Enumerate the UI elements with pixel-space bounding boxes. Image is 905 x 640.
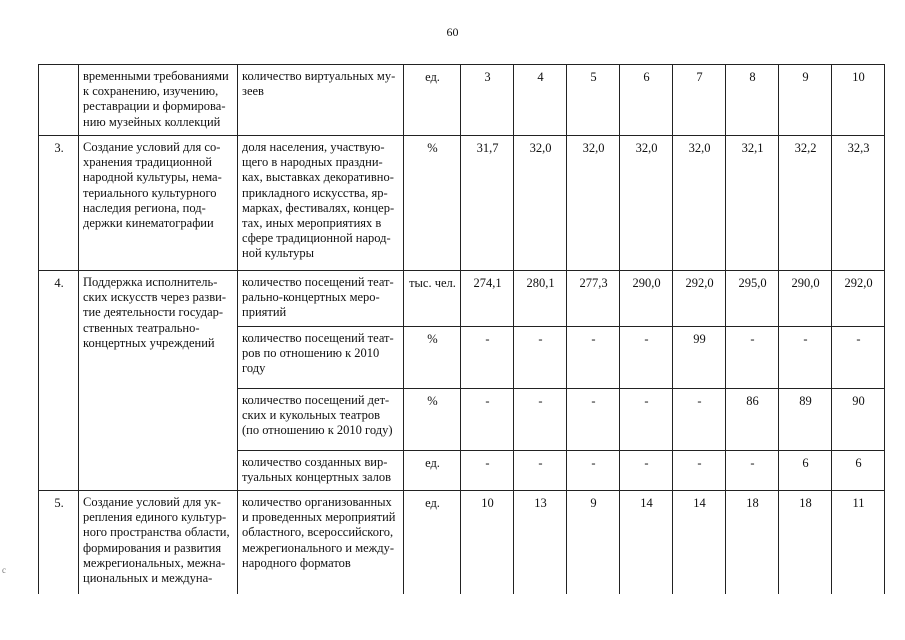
- value-cell: 18: [779, 491, 832, 594]
- page-number: 60: [446, 25, 459, 39]
- value-cell: 10: [832, 65, 885, 136]
- unit-cell: ед.: [404, 491, 461, 594]
- value-cell: 99: [673, 327, 726, 389]
- value-cell: -: [461, 389, 514, 451]
- value-cell: 292,0: [673, 271, 726, 327]
- indicator-name-cell: количество созданных вир-туальных концертных залов: [238, 451, 404, 491]
- row-number-cell: 4.: [39, 271, 79, 491]
- value-cell: 32,0: [673, 136, 726, 271]
- indicator-name-cell: количество посещений дет-ских и кукольных театров (по отношению к 2010 году): [238, 389, 404, 451]
- value-cell: 8: [726, 65, 779, 136]
- value-cell: 32,1: [726, 136, 779, 271]
- table-row: [39, 65, 885, 136]
- value-cell: 6: [832, 451, 885, 491]
- value-cell: 32,0: [514, 136, 567, 271]
- value-cell: -: [620, 389, 673, 451]
- task-cell: временными требованиями к сохранению, изучению, реставрации и формирова-нию музейных коллекций: [79, 65, 238, 136]
- value-cell: 90: [832, 389, 885, 451]
- value-cell: -: [726, 451, 779, 491]
- value-cell: 3: [461, 65, 514, 136]
- value-cell: -: [567, 389, 620, 451]
- value-cell: 290,0: [779, 271, 832, 327]
- unit-cell: ед.: [404, 65, 461, 136]
- value-cell: 32,3: [832, 136, 885, 271]
- unit-cell: %: [404, 136, 461, 271]
- value-cell: -: [832, 327, 885, 389]
- margin-mark: с: [2, 565, 6, 575]
- unit-cell: ед.: [404, 451, 461, 491]
- indicator-name-cell: количество посещений теат-ров по отношению к 2010 году: [238, 327, 404, 389]
- value-cell: -: [779, 327, 832, 389]
- value-cell: 18: [726, 491, 779, 594]
- value-cell: 277,3: [567, 271, 620, 327]
- indicator-name-cell: количество посещений теат-рально-концертных меро-приятий: [238, 271, 404, 327]
- row-number-cell: [39, 65, 79, 136]
- indicator-name-cell: количество организованных и проведенных мероприятий областного, всероссийского, межрегионального и между-народного форматов: [238, 491, 404, 594]
- value-cell: 13: [514, 491, 567, 594]
- table-row: [39, 491, 885, 594]
- value-cell: 86: [726, 389, 779, 451]
- value-cell: 7: [673, 65, 726, 136]
- table-row: [39, 136, 885, 271]
- value-cell: 290,0: [620, 271, 673, 327]
- value-cell: -: [567, 451, 620, 491]
- indicator-name-cell: количество виртуальных му-зеев: [238, 65, 404, 136]
- task-cell: Поддержка исполнитель-ских искусств через разви-тие деятельности государ-ственных театрально-концертных учреждений: [79, 271, 238, 491]
- row-number-cell: 3.: [39, 136, 79, 271]
- unit-cell: тыс. чел.: [404, 271, 461, 327]
- value-cell: 295,0: [726, 271, 779, 327]
- value-cell: 10: [461, 491, 514, 594]
- value-cell: -: [567, 327, 620, 389]
- table-row: [39, 271, 885, 327]
- value-cell: -: [461, 327, 514, 389]
- value-cell: -: [514, 451, 567, 491]
- value-cell: 14: [620, 491, 673, 594]
- unit-cell: %: [404, 327, 461, 389]
- value-cell: 6: [620, 65, 673, 136]
- value-cell: -: [514, 327, 567, 389]
- value-cell: -: [514, 389, 567, 451]
- value-cell: -: [673, 451, 726, 491]
- value-cell: 9: [779, 65, 832, 136]
- unit-cell: %: [404, 389, 461, 451]
- indicator-name-cell: доля населения, участвую-щего в народных праздни-ках, выставках декоративно-прикладного искусства, яр-марках, фестивалях, концер-тах, иных мероприятиях в сфере традиционной народ-ной культуры: [238, 136, 404, 271]
- value-cell: 292,0: [832, 271, 885, 327]
- value-cell: -: [620, 451, 673, 491]
- value-cell: 32,0: [620, 136, 673, 271]
- indicators-table: [38, 64, 885, 594]
- value-cell: 31,7: [461, 136, 514, 271]
- value-cell: -: [726, 327, 779, 389]
- value-cell: 32,0: [567, 136, 620, 271]
- value-cell: 280,1: [514, 271, 567, 327]
- task-cell: Создание условий для ук-репления единого культур-ного пространства области, формирования и развития межрегиональных, межна-циональных и междуна-: [79, 491, 238, 594]
- value-cell: 274,1: [461, 271, 514, 327]
- value-cell: 11: [832, 491, 885, 594]
- value-cell: 32,2: [779, 136, 832, 271]
- row-number-cell: 5.: [39, 491, 79, 594]
- value-cell: 9: [567, 491, 620, 594]
- value-cell: 5: [567, 65, 620, 136]
- value-cell: -: [673, 389, 726, 451]
- value-cell: -: [620, 327, 673, 389]
- value-cell: 4: [514, 65, 567, 136]
- value-cell: -: [461, 451, 514, 491]
- value-cell: 14: [673, 491, 726, 594]
- task-cell: Создание условий для со-хранения традиционной народной культуры, нема-териального культурного наследия региона, под-держки кинематографии: [79, 136, 238, 271]
- value-cell: 6: [779, 451, 832, 491]
- value-cell: 89: [779, 389, 832, 451]
